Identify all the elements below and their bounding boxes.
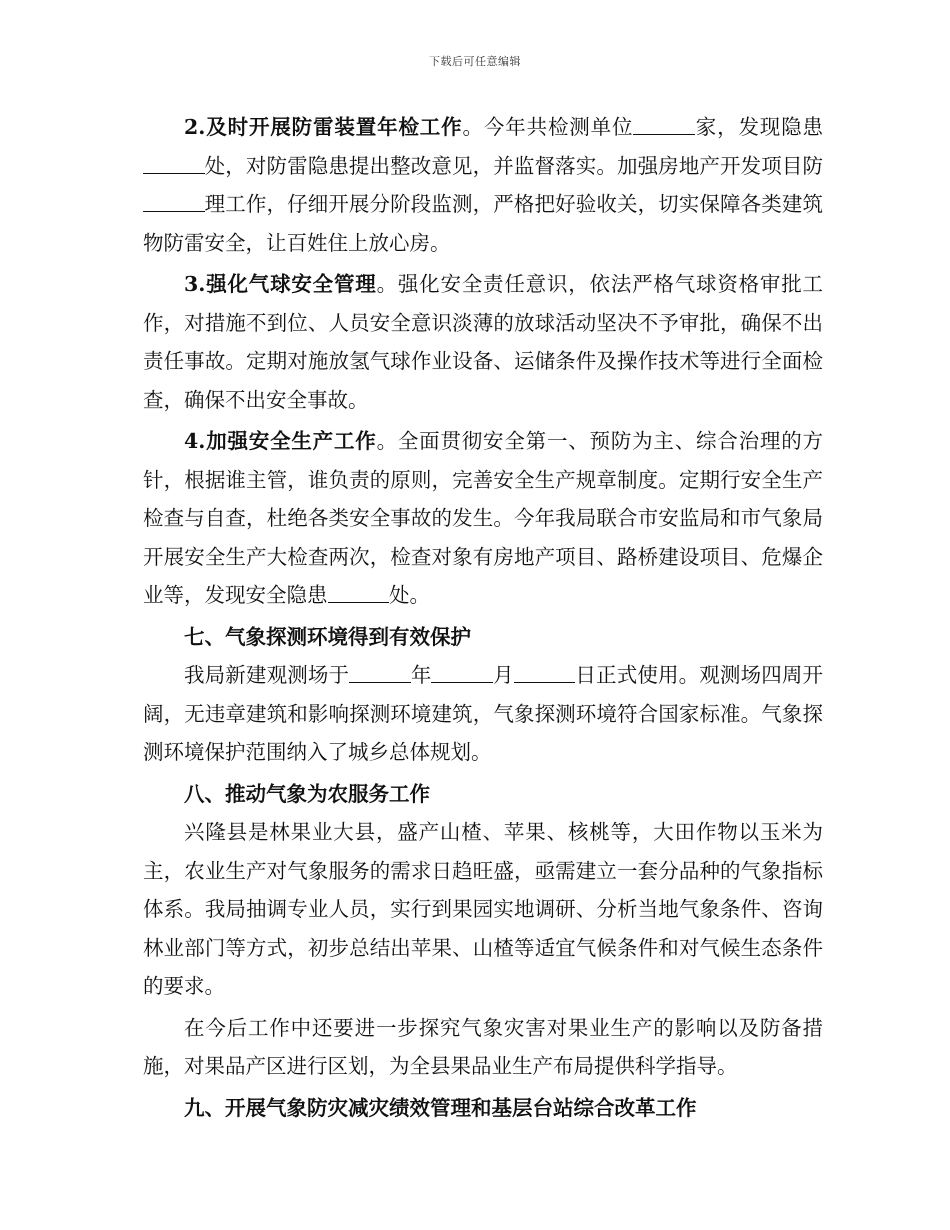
fill-blank [328,583,390,603]
paragraph-text: 日正式使用。观测场四周开阔，无违章建筑和影响探测环境建筑，气象探测环境符合国家标准。气象探测环境保护范围纳入了城乡总体规划。 [143,663,824,764]
paragraph-lead: 2.及时开展防雷装置年检工作 [184,115,463,139]
fill-blank [143,153,205,173]
fill-blank [431,663,493,683]
paragraph-text: 。强化安全责任意识，依法严格气球资格审批工作，对措施不到位、人员安全意识淡薄的放球活动坚决不予审批，确保不出责任事故。定期对施放氢气球作业设备、运储条件及操作技术等进行全面检查，确保不出安全事故。 [143,272,824,412]
paragraph-text: 理工作，仔细开展分阶段监测，严格把好验收关，切实保障各类建筑物防雷安全，让百姓住上放心房。 [143,192,823,255]
paragraph-lightning-inspection [143,108,823,262]
fill-blank [633,115,695,135]
fill-blank [349,663,411,683]
paragraph-agri-service: 兴隆县是林果业大县，盛产山楂、苹果、核桃等，大田作物以玉米为主，农业生产对气象服务的需求日趋旺盛，亟需建立一套分品种的气象指标体系。我局抽调专业人员，实行到果园实地调研、分析当地气象条件、咨询林业部门等方式，初步总结出苹果、山楂等适宜气候条件和对气候生态条件的要求。 [143,820,823,998]
paragraph-text: 。全面贯彻安全第一、预防为主、综合治理的方针，根据谁主管，谁负责的原则，完善安全生产规章制度。定期行安全生产检查与自查，杜绝各类安全事故的发生。今年我局联合市安监局和市气象局开展安全生产大检查两次，检查对象有房地产项目、路桥建设项目、危爆企业等，发现安全隐患 [143,429,824,607]
paragraph-lead: 4.加强安全生产工作 [184,429,377,453]
paragraph-observation-site [143,656,823,772]
section-heading-8: 八、推动气象为农服务工作 [184,781,430,806]
paragraph-text: 月 [492,663,514,687]
paragraph-text: 我局新建观测场于 [184,663,350,687]
paragraph-text: 处，对防雷隐患提出整改意见，并监督落实。加强房地产开发项目防 [204,153,823,178]
paragraph-balloon-safety [143,265,823,419]
page-header: 下载后可任意编辑 [429,55,521,68]
paragraph-future-work: 在今后工作中还要进一步探究气象灾害对果业生产的影响以及防备措施，对果品产区进行区划，为全县果品业生产布局提供科学指导。 [143,1015,823,1078]
document-body [143,108,823,1127]
fill-blank [514,663,576,683]
paragraph-text: 。今年共检测单位 [462,115,634,139]
paragraph-text: 处。 [389,583,430,607]
paragraph-production-safety [143,422,823,615]
paragraph-text: 年 [410,663,432,687]
section-heading-9: 九、开展气象防灾减灾绩效管理和基层台站综合改革工作 [184,1095,697,1120]
paragraph-text: 家，发现隐患 [694,115,824,139]
fill-blank [143,192,205,212]
section-heading-7: 七、气象探测环境得到有效保护 [184,624,471,649]
paragraph-lead: 3.强化气球安全管理 [184,272,377,296]
